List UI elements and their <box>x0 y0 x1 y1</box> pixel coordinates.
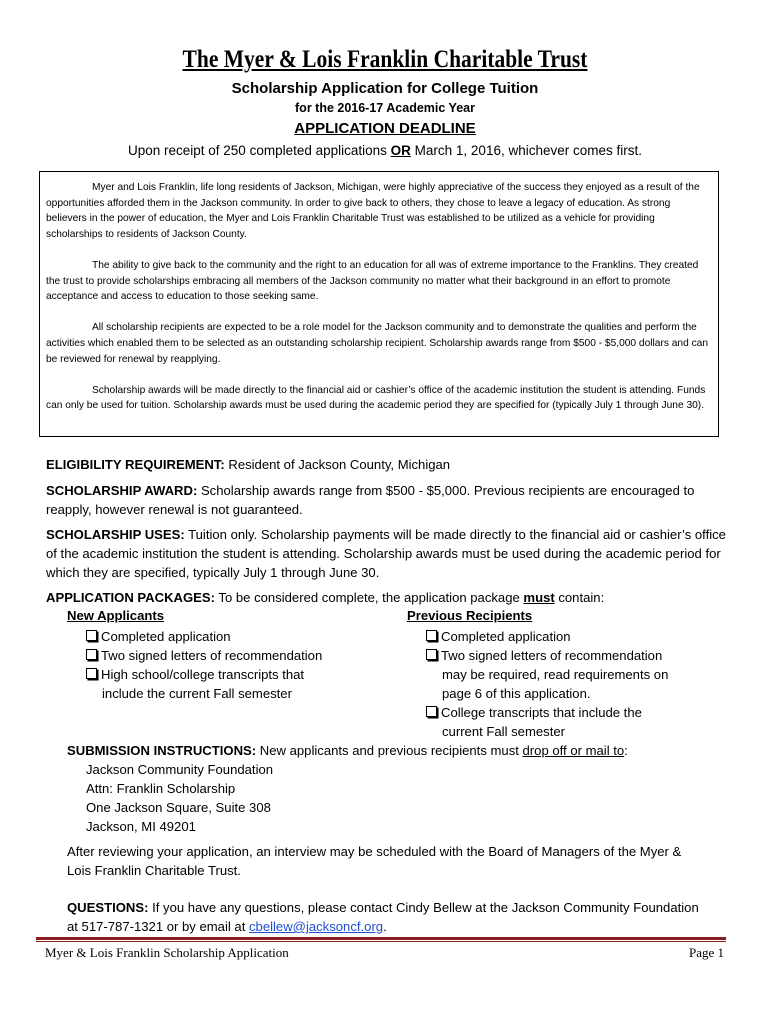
checkbox-icon <box>86 668 97 679</box>
prev-item-2-continued-1: may be required, read requirements on <box>442 667 669 682</box>
eligibility-label: ELIGIBILITY REQUIREMENT: <box>46 457 225 472</box>
footer-title: Myer & Lois Franklin Scholarship Application <box>45 945 289 960</box>
prev-item-1 <box>426 627 571 646</box>
email-link[interactable]: cbellew@jacksoncf.org <box>248 919 384 934</box>
document-subtitle: Scholarship Application for College Tuition <box>231 80 539 97</box>
interview-note: After reviewing your application, an interview may be scheduled with the Board of Managers of the Myer & Lois Franklin Charitable Trust. <box>67 844 682 878</box>
new-item-1-label: Completed application <box>101 629 231 644</box>
address-line-4: Jackson, MI 49201 <box>86 819 196 834</box>
deadline-text <box>0 143 770 158</box>
award-section <box>46 481 736 519</box>
prev-item-2-label: Two signed letters of recommendation <box>441 648 663 663</box>
new-item-3 <box>86 665 304 684</box>
academic-year: for the 2016-17 Academic Year <box>295 101 475 115</box>
checkbox-icon <box>86 630 97 641</box>
checkbox-icon <box>86 649 97 660</box>
submission-drop-off: drop off or mail to <box>522 743 625 758</box>
new-item-2 <box>86 646 322 665</box>
prev-item-1-label: Completed application <box>441 629 571 644</box>
checkbox-icon <box>426 649 437 660</box>
checkbox-icon <box>426 706 437 717</box>
deadline-post: March 1, 2016, whichever comes first. <box>410 143 642 158</box>
uses-text: Tuition only. Scholarship payments will be made directly to the financial aid or cashier’s office of the academic institution the student is attending. Scholarship awards must be used during the academic period for which they are specified, typically July 1 through June 30. <box>46 527 726 580</box>
intro-paragraph-1: Myer and Lois Franklin, life long residents of Jackson, Michigan, were highly appreciative of the success they enjoyed as a result of the opportunities afforded them in the Jackson community. In order to give back to others, they chose to leave a legacy of education. As strong believers in the power of education, the Myer and Lois Franklin Charitable Trust was established to be utilized as a vehicle for providing scholarships to residents of Jackson County. <box>46 182 700 240</box>
packages-must: must <box>523 590 555 605</box>
questions-text-post: . <box>383 919 387 934</box>
questions-text: If you have any questions, please contact Cindy Bellew at the Jackson Community Foundation at 517-787-1321 or by email at <box>67 900 699 934</box>
questions-label: QUESTIONS: <box>67 900 149 915</box>
submission-section <box>67 741 737 760</box>
prev-item-2-continued-2: page 6 of this application. <box>442 686 591 701</box>
address-line-1: Jackson Community Foundation <box>86 762 274 777</box>
new-item-3-continued: include the current Fall semester <box>102 686 292 701</box>
address-line-2: Attn: Franklin Scholarship <box>86 781 236 796</box>
new-item-3-label: High school/college transcripts that <box>101 667 305 682</box>
prev-item-3-label: College transcripts that include the <box>441 705 642 720</box>
intro-paragraph-4: Scholarship awards will be made directly to the financial aid or cashier’s office of the academic institution the student is attending. Funds can only be used for tuition. Scholarship awards must be used during the academic period they are specified for (typically July 1 through June 30). <box>46 384 706 412</box>
submission-text-post: : <box>624 743 628 758</box>
intro-box <box>39 171 719 437</box>
footer-rule-thin <box>36 941 726 942</box>
packages-label: APPLICATION PACKAGES: <box>46 590 216 605</box>
prev-item-3-continued: current Fall semester <box>442 724 565 739</box>
address-line-3: One Jackson Square, Suite 308 <box>86 800 271 815</box>
award-text: Scholarship awards range from $500 - $5,000. Previous recipients are encouraged to reapply, however renewal is not guaranteed. <box>46 483 695 517</box>
uses-label: SCHOLARSHIP USES: <box>46 527 185 542</box>
packages-section <box>46 588 736 607</box>
intro-paragraph-3: All scholarship recipients are expected to be a role model for the Jackson community and to demonstrate the qualities and perform the activities which enabled them to be selected as an outstanding scholarship recipient. Scholarship awards range from $500 - $5,000 dollars and can be reviewed for renewal by reapplying. <box>46 322 709 365</box>
document-title: The Myer & Lois Franklin Charitable Trust <box>182 46 588 73</box>
packages-text-pre: To be considered complete, the application package <box>215 590 524 605</box>
eligibility-text: Resident of Jackson County, Michigan <box>224 457 451 472</box>
eligibility-section <box>46 455 736 474</box>
questions-section <box>67 898 707 936</box>
deadline-pre: Upon receipt of 250 completed applications <box>127 143 391 158</box>
submission-text-pre: New applicants and previous recipients must <box>256 743 523 758</box>
submission-label: SUBMISSION INSTRUCTIONS: <box>67 743 257 758</box>
uses-section <box>46 525 736 582</box>
prev-item-2 <box>426 646 662 665</box>
footer-rule-thick <box>36 937 726 940</box>
new-applicants-heading: New Applicants <box>67 608 165 623</box>
deadline-or: OR <box>390 143 411 158</box>
deadline-heading: APPLICATION DEADLINE <box>294 120 476 137</box>
checkbox-icon <box>426 630 437 641</box>
page-number: Page 1 <box>688 945 724 960</box>
award-label: SCHOLARSHIP AWARD: <box>46 483 198 498</box>
packages-text-post: contain: <box>554 590 605 605</box>
prev-item-3 <box>426 703 642 722</box>
intro-paragraph-2: The ability to give back to the community and the right to an education for all was of extreme importance to the Franklins. They created the trust to provide scholarships embracing all members of the Jackson community no matter what their background in an effort to promote acceptance and access to education to those seeking same. <box>46 259 699 303</box>
new-item-1 <box>86 627 231 646</box>
previous-recipients-heading: Previous Recipients <box>407 608 533 623</box>
new-item-2-label: Two signed letters of recommendation <box>101 648 323 663</box>
